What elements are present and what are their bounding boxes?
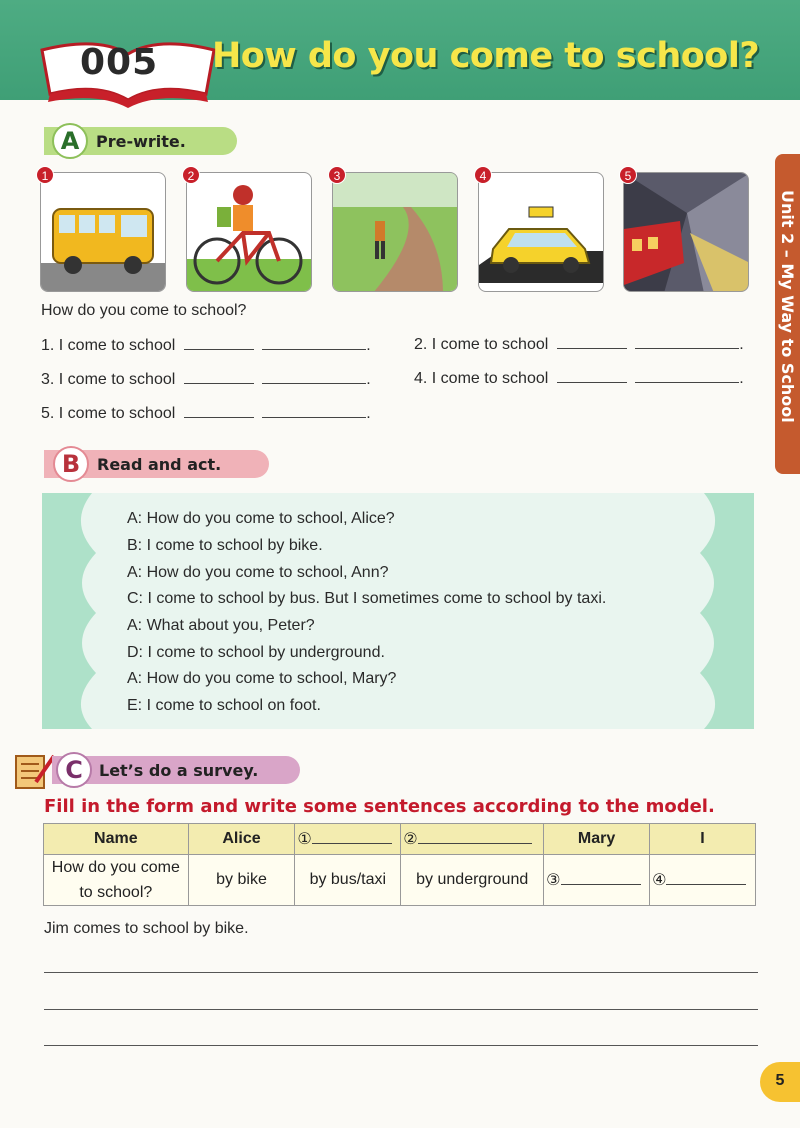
dialog-line: A: How do you come to school, Alice? xyxy=(127,510,395,527)
table-header-blank-cell[interactable] xyxy=(401,824,544,855)
exercise-item-3 xyxy=(41,370,371,389)
school-bus-icon xyxy=(41,173,166,292)
writing-line[interactable] xyxy=(44,1009,758,1010)
period: . xyxy=(739,370,744,387)
picture-underground xyxy=(623,172,749,292)
table-blank-cell[interactable] xyxy=(650,855,756,906)
answer-blank[interactable] xyxy=(635,335,739,349)
picture-number-2: 2 xyxy=(182,166,200,184)
answer-blank[interactable] xyxy=(184,370,254,384)
dialog-line: A: How do you come to school, Ann? xyxy=(127,564,389,581)
section-b-label: Read and act. xyxy=(97,455,222,474)
answer-blank[interactable] xyxy=(262,404,366,418)
answer-blank[interactable] xyxy=(312,830,392,844)
answer-blank[interactable] xyxy=(184,404,254,418)
circled-number: ④ xyxy=(652,872,667,889)
row-header-line: How do you come xyxy=(51,859,180,876)
section-b-letter: B xyxy=(53,446,89,482)
section-a-question: How do you come to school? xyxy=(41,302,247,319)
page-number: 5 xyxy=(760,1062,800,1102)
dialog-line: D: I come to school by underground. xyxy=(127,644,385,661)
wave-decoration-right xyxy=(674,493,754,729)
answer-blank[interactable] xyxy=(635,369,739,383)
period: . xyxy=(739,336,744,353)
answer-blank[interactable] xyxy=(557,369,627,383)
picture-bike xyxy=(186,172,312,292)
writing-line[interactable] xyxy=(44,1045,758,1046)
table-header-cell: I xyxy=(650,824,756,855)
picture-taxi xyxy=(478,172,604,292)
wave-decoration-left xyxy=(42,493,122,729)
picture-bus xyxy=(40,172,166,292)
survey-table xyxy=(43,823,756,906)
answer-blank[interactable] xyxy=(666,871,746,885)
answer-blank[interactable] xyxy=(184,336,254,350)
section-c-label: Let’s do a survey. xyxy=(99,761,259,780)
exercise-item-text: 2. I come to school xyxy=(414,336,549,353)
dialog-line: B: I come to school by bike. xyxy=(127,537,323,554)
table-header-cell: Mary xyxy=(544,824,650,855)
exercise-item-2 xyxy=(414,335,744,354)
table-row xyxy=(44,855,756,906)
unit-side-tab xyxy=(775,154,800,474)
table-cell: by bus/taxi xyxy=(295,855,401,906)
exercise-item-4 xyxy=(414,369,744,388)
underground-train-icon xyxy=(624,173,749,292)
period: . xyxy=(366,371,371,388)
exercise-item-text: 5. I come to school xyxy=(41,405,176,422)
writing-line[interactable] xyxy=(44,972,758,973)
exercise-item-1 xyxy=(41,336,371,355)
page-title: How do you come to school? xyxy=(212,36,760,76)
table-header-blank-cell[interactable] xyxy=(295,824,401,855)
answer-blank[interactable] xyxy=(561,871,641,885)
section-c-instruction: Fill in the form and write some sentences according to the model. xyxy=(44,796,715,817)
answer-blank[interactable] xyxy=(262,336,366,350)
dialog-line: A: How do you come to school, Mary? xyxy=(127,670,397,687)
example-sentence: Jim comes to school by bike. xyxy=(44,920,249,937)
circled-number: ② xyxy=(403,831,418,848)
exercise-item-text: 3. I come to school xyxy=(41,371,176,388)
answer-blank[interactable] xyxy=(557,335,627,349)
table-cell: by bike xyxy=(188,855,295,906)
dialog-box xyxy=(42,493,754,729)
table-header-cell: Alice xyxy=(188,824,295,855)
period: . xyxy=(366,405,371,422)
picture-number-5: 5 xyxy=(619,166,637,184)
exercise-item-text: 4. I come to school xyxy=(414,370,549,387)
picture-walk xyxy=(332,172,458,292)
exercise-item-5 xyxy=(41,404,371,423)
circled-number: ① xyxy=(297,831,312,848)
table-blank-cell[interactable] xyxy=(544,855,650,906)
lesson-number: 005 xyxy=(80,42,159,83)
picture-number-1: 1 xyxy=(36,166,54,184)
exercise-item-text: 1. I come to school xyxy=(41,337,176,354)
section-a-label: Pre-write. xyxy=(96,132,186,151)
row-header-line: to school? xyxy=(79,884,153,901)
answer-blank[interactable] xyxy=(418,830,532,844)
notepad-pencil-icon xyxy=(14,752,56,790)
unit-title: Unit 2 – My Way to School xyxy=(778,190,797,423)
period: . xyxy=(366,337,371,354)
table-cell: by underground xyxy=(401,855,544,906)
table-row-header xyxy=(44,855,189,906)
section-a-letter: A xyxy=(52,123,88,159)
table-header-row xyxy=(44,824,756,855)
walking-path-icon xyxy=(333,173,458,292)
picture-number-4: 4 xyxy=(474,166,492,184)
dialog-line: E: I come to school on foot. xyxy=(127,697,321,714)
section-c-letter: C xyxy=(56,752,92,788)
taxi-icon xyxy=(479,173,604,292)
answer-blank[interactable] xyxy=(262,370,366,384)
circled-number: ③ xyxy=(546,872,561,889)
dialog-line: A: What about you, Peter? xyxy=(127,617,315,634)
dialog-line: C: I come to school by bus. But I sometimes come to school by taxi. xyxy=(127,590,607,607)
table-header-cell: Name xyxy=(44,824,189,855)
bicycle-rider-icon xyxy=(187,173,312,292)
picture-number-3: 3 xyxy=(328,166,346,184)
